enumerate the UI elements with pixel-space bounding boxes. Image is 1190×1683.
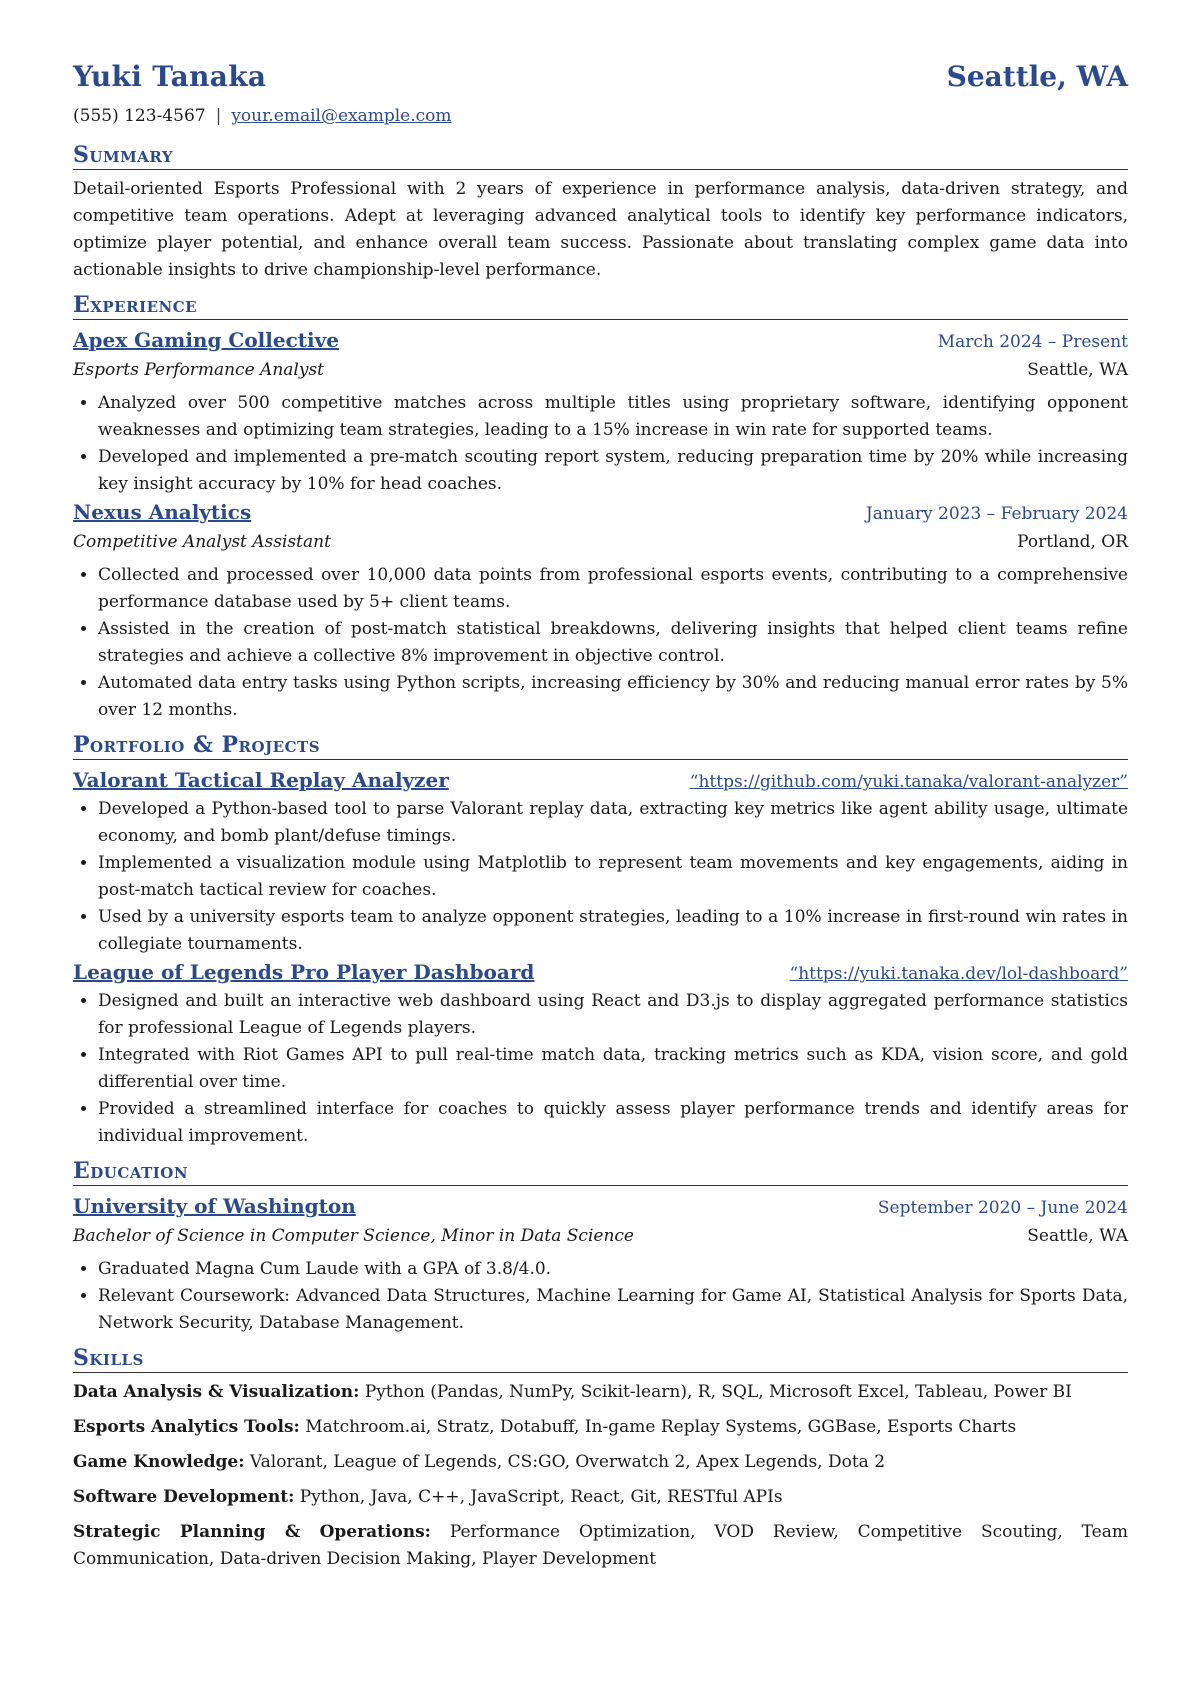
bullet-item: • Implemented a visualization module using Matplotlib to represent team movements and key engagements, aiding in post-match tactical review for coaches. — [98, 850, 1128, 904]
bullet-item: • Collected and processed over 10,000 data points from professional esports events, contributing to a comprehensive performance database used by 5+ client teams. — [98, 562, 1128, 616]
skill-value: Matchroom.ai, Stratz, Dotabuff, In-game Replay Systems, GGBase, Esports Charts — [305, 1417, 1017, 1437]
section-title-skills: Skills — [73, 1345, 1128, 1373]
skill-value: Performance Optimization, VOD Review, Competitive Scouting, Team Communication, Data-driven Decision Making, Player Development — [73, 1522, 1128, 1569]
employer-name[interactable]: Nexus Analytics — [73, 500, 252, 524]
project-link[interactable]: “https://github.com/yuki.tanaka/valorant-analyzer” — [689, 772, 1128, 792]
header — [73, 60, 1128, 100]
skill-label: Data Analysis & Visualization: — [73, 1382, 360, 1402]
skill-label: Game Knowledge: — [73, 1452, 245, 1472]
contact-line — [73, 106, 1128, 134]
experience-entry — [73, 498, 1128, 724]
employment-dates: January 2023 – February 2024 — [865, 504, 1128, 524]
education-dates: September 2020 – June 2024 — [877, 1198, 1128, 1218]
section-title-experience: Experience — [73, 292, 1128, 320]
project-name[interactable]: League of Legends Pro Player Dashboard — [73, 960, 535, 984]
phone-number: (555) 123-4567 — [73, 106, 206, 126]
bullet-item: • Automated data entry tasks using Python scripts, increasing efficiency by 30% and reducing manual error rates by 5% over 12 months. — [98, 670, 1128, 724]
project-entry — [73, 766, 1128, 958]
employment-dates: March 2024 – Present — [937, 332, 1128, 352]
candidate-name: Yuki Tanaka — [73, 60, 267, 93]
skill-value: Python (Pandas, NumPy, Scikit-learn), R, SQL, Microsoft Excel, Tableau, Power BI — [364, 1382, 1072, 1402]
skill-label: Esports Analytics Tools: — [73, 1417, 300, 1437]
bullet-item: • Provided a streamlined interface for coaches to quickly assess player performance trends and identify areas for individual improvement. — [98, 1096, 1128, 1150]
section-title-projects: Portfolio & Projects — [73, 732, 1128, 760]
bullet-list — [73, 796, 1128, 958]
summary-text: Detail-oriented Esports Professional with 2 years of experience in performance analysis, data-driven strategy, and competitive team operations. Adept at leveraging advanced analytical tools to identify key performance indicators, optimize player potential, and enhance overall team success. Passionate about translating complex game data into actionable insights to drive championship-level performance. — [73, 179, 1128, 280]
section-title-summary: Summary — [73, 142, 1128, 170]
skill-line — [73, 1449, 1128, 1476]
job-title: Competitive Analyst Assistant — [73, 532, 331, 552]
bullet-item: • Developed a Python-based tool to parse Valorant replay data, extracting key metrics like agent ability usage, ultimate economy, and bomb plant/defuse timings. — [98, 796, 1128, 850]
skill-line — [73, 1519, 1128, 1573]
job-title: Esports Performance Analyst — [73, 360, 324, 380]
project-entry — [73, 958, 1128, 1150]
bullet-list — [73, 562, 1128, 724]
skill-label: Software Development: — [73, 1487, 295, 1507]
bullet-list — [73, 988, 1128, 1150]
school-location: Seattle, WA — [1027, 1226, 1128, 1246]
experience-entry — [73, 326, 1128, 498]
project-name[interactable]: Valorant Tactical Replay Analyzer — [73, 768, 449, 792]
bullet-item: • Assisted in the creation of post-match statistical breakdowns, delivering insights that helped client teams refine strategies and achieve a collective 8% improvement in objective control. — [98, 616, 1128, 670]
education-entry — [73, 1192, 1128, 1337]
bullet-list — [73, 390, 1128, 498]
skill-value: Valorant, League of Legends, CS:GO, Overwatch 2, Apex Legends, Dota 2 — [249, 1452, 886, 1472]
skill-label: Strategic Planning & Operations: — [73, 1522, 431, 1542]
project-link[interactable]: “https://yuki.tanaka.dev/lol-dashboard” — [789, 964, 1128, 984]
bullet-item: • Designed and built an interactive web dashboard using React and D3.js to display aggregated performance statistics for professional League of Legends players. — [98, 988, 1128, 1042]
bullet-item: • Used by a university esports team to analyze opponent strategies, leading to a 10% increase in first-round win rates in collegiate tournaments. — [98, 904, 1128, 958]
job-location: Portland, OR — [1017, 532, 1128, 552]
bullet-item: • Relevant Coursework: Advanced Data Structures, Machine Learning for Game AI, Statistical Analysis for Sports Data, Network Security, Database Management. — [98, 1283, 1128, 1337]
school-name[interactable]: University of Washington — [73, 1194, 356, 1218]
bullet-list — [73, 1256, 1128, 1337]
employer-name[interactable]: Apex Gaming Collective — [73, 328, 339, 352]
skill-line — [73, 1484, 1128, 1511]
email-link[interactable]: your.email@example.com — [231, 106, 452, 126]
skill-line — [73, 1414, 1128, 1441]
degree: Bachelor of Science in Computer Science, Minor in Data Science — [73, 1226, 634, 1246]
skill-value: Python, Java, C++, JavaScript, React, Git, RESTful APIs — [299, 1487, 783, 1507]
skill-line — [73, 1379, 1128, 1406]
resume-page — [73, 60, 1128, 1581]
candidate-location: Seattle, WA — [946, 60, 1128, 93]
bullet-item: • Developed and implemented a pre-match scouting report system, reducing preparation time by 20% while increasing key insight accuracy by 10% for head coaches. — [98, 444, 1128, 498]
bullet-item: • Graduated Magna Cum Laude with a GPA of 3.8/4.0. — [98, 1256, 1128, 1283]
bullet-item: • Analyzed over 500 competitive matches across multiple titles using proprietary software, identifying opponent weaknesses and optimizing team strategies, leading to a 15% increase in win rate for supported teams. — [98, 390, 1128, 444]
bullet-item: • Integrated with Riot Games API to pull real-time match data, tracking metrics such as KDA, vision score, and gold differential over time. — [98, 1042, 1128, 1096]
contact-separator: | — [215, 106, 222, 126]
job-location: Seattle, WA — [1027, 360, 1128, 380]
section-title-education: Education — [73, 1158, 1128, 1186]
